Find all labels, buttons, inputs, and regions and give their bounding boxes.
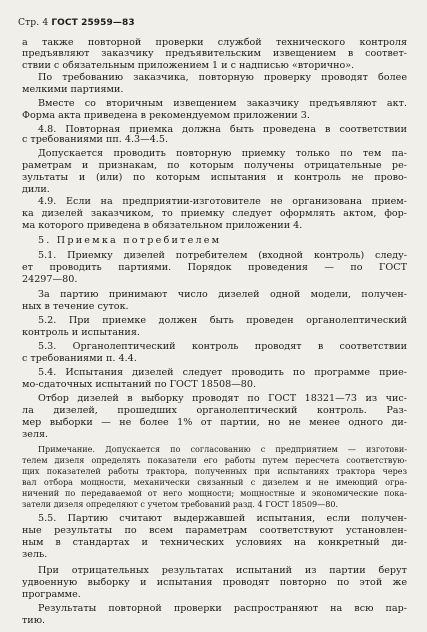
text-line: 5.5. Партию считают выдержавшей испытания, если получен- <box>38 513 407 524</box>
text-line: с требованиями пп. 4.3—4.5. <box>22 134 169 145</box>
text-line: контроль и испытания. <box>22 327 140 338</box>
text-line: 4.8. Повторная приемка должна быть проведена в соответствии <box>38 124 407 135</box>
text-line: 5.2. При приемке должен быть проведен органолептический <box>38 315 407 326</box>
text-line: 5.3. Органолептический контроль проводят в соответствии <box>38 341 407 352</box>
text-line: Допускается проводить повторную приемку только по тем па- <box>38 148 407 159</box>
text-line: Отбор дизелей в выборку проводят по ГОСТ 18321—73 из чис- <box>38 393 407 404</box>
text-line: ные результаты по всем параметрам соответствуют установлен- <box>22 525 407 536</box>
note-line: ничений по передаваемой от него мощности; мощностные и экономические пока- <box>22 488 407 498</box>
text-line: ет проводить партиями. Порядок проведения — по ГОСТ <box>22 262 407 273</box>
text-line: ка дизелей заказчиком, то приемку следует оформлять актом, фор- <box>22 208 407 219</box>
note-line: затели дизеля определяют с учетом требований разд. 4 ГОСТ 18509—80. <box>22 499 339 509</box>
text-line: мелкими партиями. <box>22 84 124 95</box>
page-number: Стр. 4 <box>18 17 49 28</box>
note-line: телем дизеля определять показатели его работы путем пересчета соответствую- <box>22 455 407 465</box>
text-line: По требованию заказчика, повторную проверку проводят более <box>38 72 407 83</box>
text-line: зель. <box>22 549 48 560</box>
text-line: Результаты повторной проверки распространяют на всю пар- <box>38 603 407 614</box>
text-line: ствии с обязательным приложением 1 и с надписью «вторично». <box>22 60 355 71</box>
text-line: тию. <box>22 615 46 626</box>
text-line: мер выборки — не более 1% от партии, но не менее одного ди- <box>22 417 407 428</box>
text-line: При отрицательных результатах испытаний из партии берут <box>38 565 407 576</box>
text-line: Вместе со вторичным извещением заказчику предъявляют акт. <box>38 98 407 109</box>
text-line: ных в течение суток. <box>22 301 129 312</box>
text-line: 5.1. Приемку дизелей потребителем (входной контроль) следу- <box>38 250 407 261</box>
note-line: вал отбора мощности, механически связанный с дизелем и не имеющий огра- <box>22 477 407 487</box>
section-heading: 5. Приемка потребителем <box>38 235 222 246</box>
text-line: а также повторной проверки службой технического контроля <box>22 37 407 48</box>
text-line: зультаты и (или) по которым испытания и контроль не прово- <box>22 172 407 183</box>
text-line: дили. <box>22 184 50 195</box>
text-line: 4.9. Если на предприятии-изготовителе не организована прием- <box>38 196 407 207</box>
text-line: удвоенную выборку и испытания проводят повторно по этой же <box>22 577 407 588</box>
text-line: мо-сдаточных испытаний по ГОСТ 18508—80. <box>22 379 257 390</box>
text-line: с требованиями п. 4.4. <box>22 353 137 364</box>
text-line: предъявляют заказчику предъявительским извещением в соответ- <box>22 48 407 59</box>
text-line: За партию принимают число дизелей одной модели, получен- <box>38 289 407 300</box>
text-line: Форма акта приведена в рекомендуемом приложении 3. <box>22 110 310 121</box>
page-header <box>18 17 135 28</box>
text-line: зеля. <box>22 429 49 440</box>
text-line: 24297—80. <box>22 274 78 285</box>
text-line: ла дизелей, прошедших органолептический контроль. Раз- <box>22 405 407 416</box>
note-line: Примечание. Допускается по согласованию с предприятием — изготови- <box>38 444 407 454</box>
standard-number: ГОСТ 25959—83 <box>51 18 135 28</box>
text-line: программе. <box>22 589 81 600</box>
note-line: щих показателей работы трактора, полученных при испытаниях трактора через <box>22 466 407 476</box>
text-line: раметрам и признакам, по которым получены отрицательные ре- <box>22 160 407 171</box>
text-line: 5.4. Испытания дизелей следует проводить по программе прие- <box>38 367 407 378</box>
text-line: ма которого приведена в обязательном приложении 4. <box>22 220 303 231</box>
text-line: ным в стандартах и технических условиях на конкретный ди- <box>22 537 407 548</box>
